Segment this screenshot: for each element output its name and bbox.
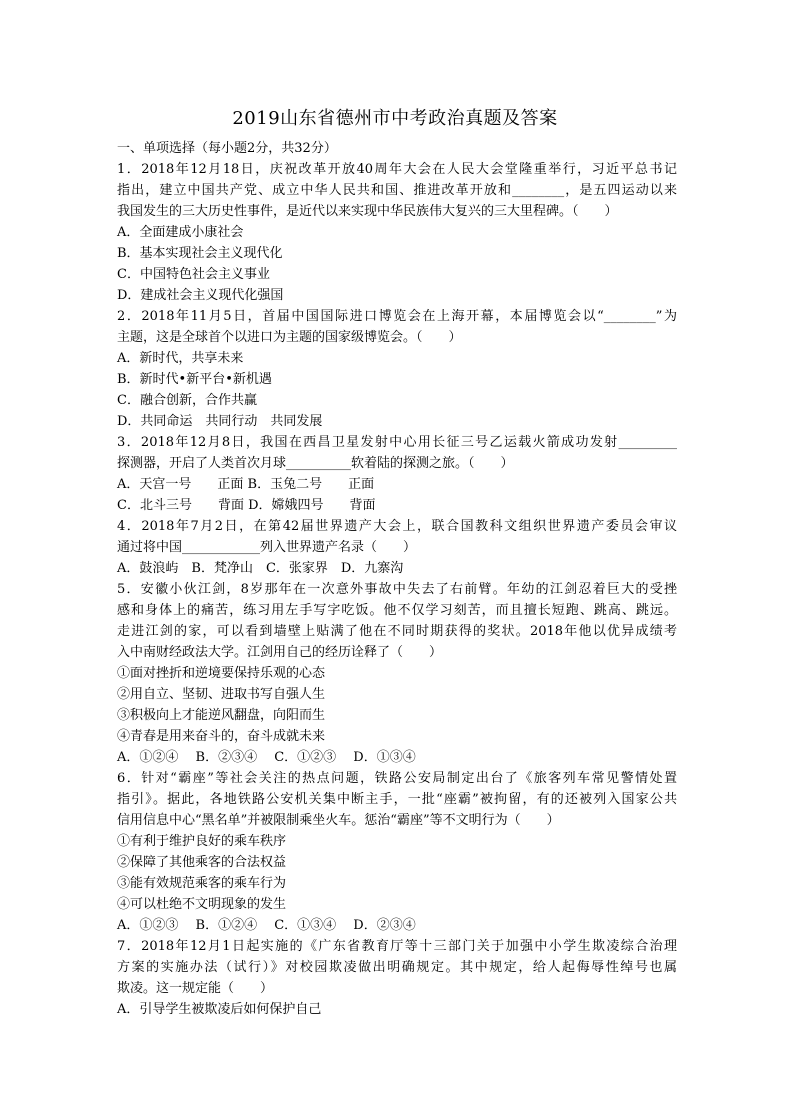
question-5-item-2: ②用自立、坚韧、进取书写自强人生 <box>117 687 326 702</box>
question-2-option-c: C．融合创新，合作共赢 <box>117 393 257 408</box>
question-5-line-2: 感和身体上的痛苦，练习用左手写字吃饭。他不仅学习刻苦，而且擅长短跑、跳高、跳远。 <box>117 603 677 618</box>
question-6-item-1: ①有利于维护良好的乘车秩序 <box>117 834 287 849</box>
question-6-item-4: ④可以杜绝不文明现象的发生 <box>117 897 287 912</box>
question-3-line-1: 3．2018年12月8日，我国在西昌卫星发射中心用长征三号乙运载火箭成功发射_________ <box>117 435 677 450</box>
question-7-option-a: A．引导学生被欺凌后如何保护自己 <box>117 1002 322 1017</box>
question-3-options-cd: C．北斗三号 背面 D．嫦娥四号 背面 <box>117 498 376 513</box>
question-7-line-1: 7．2018年12月1日起实施的《广东省教育厅等十三部门关于加强中小学生欺凌综合治理 <box>117 939 677 954</box>
question-3-options-ab: A．天宫一号 正面 B．玉兔二号 正面 <box>117 477 375 492</box>
question-1-line-1: 1．2018年12月18日，庆祝改革开放40周年大会在人民大会堂隆重举行，习近平总书记 <box>117 162 677 177</box>
question-1-line-2: 指出，建立中国共产党、成立中华人民共和国、推进改革开放和________，是五四运动以来 <box>117 183 677 198</box>
question-6-options: A．①②③ B．①②④ C．①③④ D．②③④ <box>117 918 416 933</box>
question-2-option-a: A．新时代，共享未来 <box>117 351 244 366</box>
question-3-line-2: 探测器，开启了人类首次月球__________软着陆的探测之旅。（ ） <box>117 456 514 471</box>
question-4-line-1: 4．2018年7月2日，在第42届世界遗产大会上，联合国教科文组织世界遗产委员会审议 <box>117 519 677 534</box>
question-6-item-2: ②保障了其他乘客的合法权益 <box>117 855 287 870</box>
question-5-item-3: ③积极向上才能逆风翻盘，向阳而生 <box>117 708 326 723</box>
question-5-line-3: 走进江剑的家，可以看到墙壁上贴满了他在不同时期获得的奖状。2018年他以优异成绩考 <box>117 624 677 639</box>
question-6-line-1: 6．针对“霸座”等社会关注的热点问题，铁路公安局制定出台了《旅客列车常见警情处置 <box>117 771 677 786</box>
question-6-line-2: 指引》。据此，各地铁路公安机关集中断主手，一批“座霸”被拘留，有的还被列入国家公共 <box>117 792 677 807</box>
question-2-line-1: 2．2018年11月5日，首届中国国际进口博览会在上海开幕，本届博览会以“________”为 <box>117 309 677 324</box>
question-7-line-3: 欺凌。这一规定能（ ） <box>117 981 274 996</box>
document-title: 2019山东省德州市中考政治真题及答案 <box>232 108 558 129</box>
question-4-line-2: 通过将中国____________列入世界遗产名录（ ） <box>117 540 417 555</box>
question-6-line-3: 信用信息中心“黑名单”并被限制乘坐火车。惩治“霸座”等不文明行为（ ） <box>117 813 560 828</box>
question-1-option-a: A．全面建成小康社会 <box>117 225 244 240</box>
question-7-line-2: 方案的实施办法（试行）》对校园欺凌做出明确规定。其中规定，给人起侮辱性绰号也属 <box>117 960 677 975</box>
question-5-options: A．①②④ B．②③④ C．①②③ D．①③④ <box>117 750 416 765</box>
question-5-line-4: 入中南财经政法大学。江剑用自己的经历诠释了（ ） <box>117 645 443 660</box>
question-1-option-d: D．建成社会主义现代化强国 <box>117 288 284 303</box>
question-1-line-3: 我国发生的三大历史性事件，是近代以来实现中华民族伟大复兴的三大里程碑。（ ） <box>117 204 618 219</box>
question-2-option-b: B．新时代•新平台•新机遇 <box>117 372 272 387</box>
question-1-option-b: B．基本实现社会主义现代化 <box>117 246 283 261</box>
question-5-line-1: 5．安徽小伙江剑，8岁那年在一次意外事故中失去了右前臂。年幼的江剑忍着巨大的受挫 <box>117 582 677 597</box>
question-2-line-2: 主题，这是全球首个以进口为主题的国家级博览会。（ ） <box>117 330 462 345</box>
question-4-options: A．鼓浪屿 B．梵净山 C．张家界 D．九寨沟 <box>117 561 404 576</box>
question-2-option-d: D．共同命运 共同行动 共同发展 <box>117 414 323 429</box>
question-1-option-c: C．中国特色社会主义事业 <box>117 267 270 282</box>
question-5-item-1: ①面对挫折和逆境要保持乐观的心态 <box>117 666 326 681</box>
question-6-item-3: ③能有效规范乘客的乘车行为 <box>117 876 287 891</box>
section-heading: 一、单项选择（每小题2分，共32分） <box>117 141 337 156</box>
question-5-item-4: ④青春是用来奋斗的，奋斗成就未来 <box>117 729 326 744</box>
